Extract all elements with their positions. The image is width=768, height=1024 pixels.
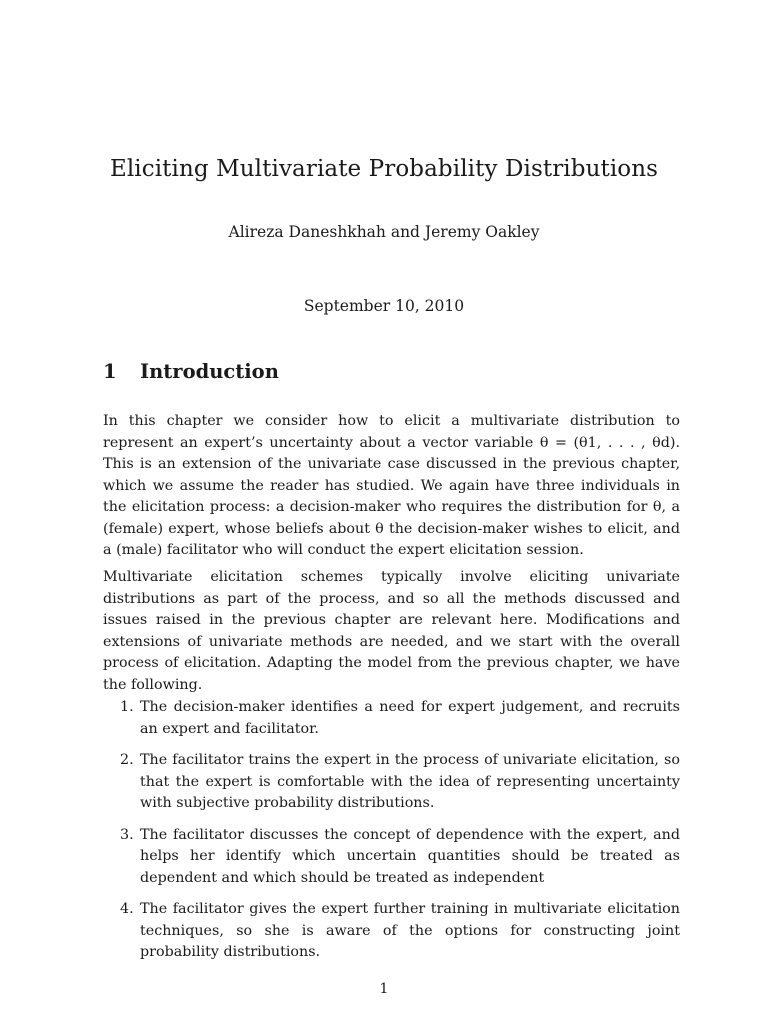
list-item [103,697,680,740]
list-item-marker: 2. [120,752,134,768]
list-item [103,750,680,815]
list-item [103,899,680,964]
section-number: 1 [103,360,117,383]
list-item-marker: 4. [120,901,134,917]
process-steps-list [103,697,680,974]
paper-date: September 10, 2010 [303,297,465,315]
list-item-text: The decision-maker identifies a need for expert judgement, and recruits an expert and facilitator. [140,699,680,737]
section-title: Introduction [140,360,279,383]
section-heading [103,358,279,386]
list-item-marker: 3. [120,826,134,843]
list-item-marker: 1. [120,699,134,715]
list-item-text: The facilitator gives the expert further training in multivariate elicitation techniques, so she is aware of the options for constructing joint probability distributions. [140,901,680,960]
paper-title: Eliciting Multivariate Probability Distributions [109,156,659,182]
list-item-text: The facilitator trains the expert in the process of univariate elicitation, so that the expert is comfortable with the idea of representing uncertainty with subjective probability distributions. [140,752,680,811]
paragraph-multivariate: Multivariate elicitation schemes typically involve eliciting univariate distributions as part of the process, and so all the methods discussed and issues raised in the previous chapter are relevant here. Modifications and extensions of univariate methods are needed, and we start with the overall process of elicitation. Adapting the model from the previous chapter, we have the following. [103,569,680,693]
list-item-text: The facilitator discusses the concept of dependence with the expert, and helps her identify which uncertain quantities should be treated as dependent and which should be treated as independent [140,826,680,886]
page-number: 1 [379,981,389,997]
paper-authors: Alireza Daneshkhah and Jeremy Oakley [228,223,540,241]
list-item [103,825,680,890]
paragraph-intro: In this chapter we consider how to elicit a multivariate distribution to represent an expert’s uncertainty about a vector variable θ = (θ1, . . . , θd). This is an extension of the univariate case discussed in the previous chapter, which we assume the reader has studied. We again have three individuals in the elicitation process: a decision-maker who requires the distribution for θ, a (female) expert, whose beliefs about θ the decision-maker wishes to elicit, and a (male) facilitator who will conduct the expert elicitation session. [103,413,680,558]
